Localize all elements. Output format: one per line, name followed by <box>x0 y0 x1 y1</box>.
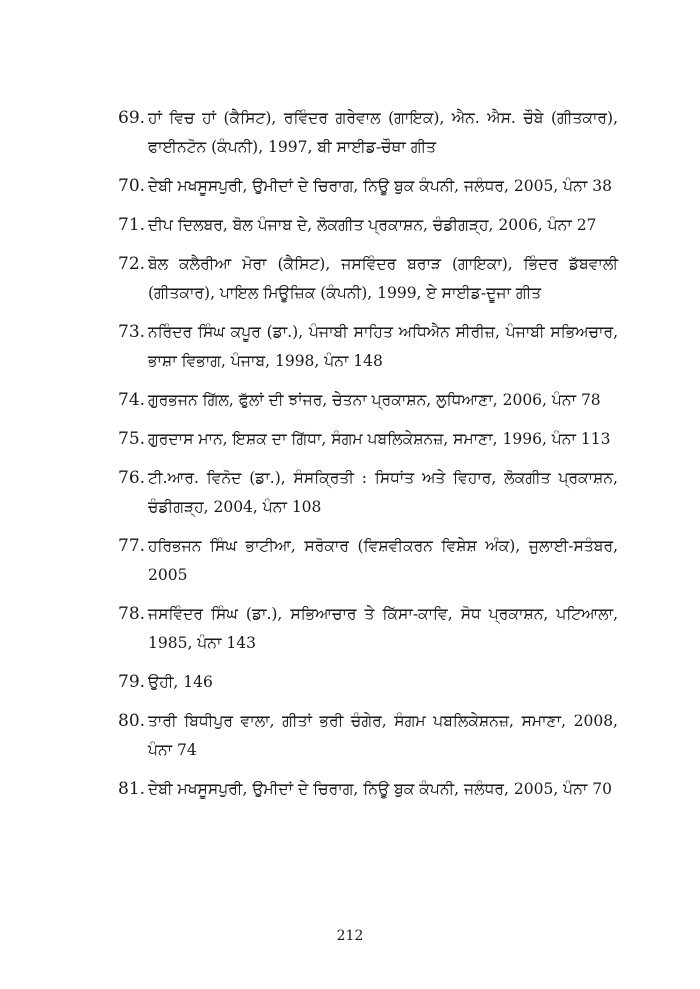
reference-item-77 <box>118 532 618 590</box>
reference-text: ਤਾਰੀ ਬਿਧੀਪੁਰ ਵਾਲਾ, ਗੀਤਾਂ ਭਰੀ ਚੰਗੇਰ, ਸੰਗਮ ਪਬਲਿਕੇਸ਼ਨਜ਼, ਸਮਾਣਾ, 2008, ਪੰਨਾ 74 <box>148 712 618 759</box>
reference-text: ਗੁਰਦਾਸ ਮਾਨ, ਇਸ਼ਕ ਦਾ ਗਿੱਧਾ, ਸੰਗਮ ਪਬਲਿਕੇਸ਼ਨਜ਼, ਸਮਾਣਾ, 1996, ਪੰਨਾ 113 <box>148 430 611 448</box>
reference-text: ਦੇਬੀ ਮਖਸੂਸਪੁਰੀ, ਉਮੀਦਾਂ ਦੇ ਚਿਰਾਗ, ਨਿਊ ਬੁਕ ਕੰਪਨੀ, ਜਲੰਧਰ, 2005, ਪੰਨਾ 70 <box>148 780 612 798</box>
reference-text: ਹਾਂ ਵਿਚ ਹਾਂ (ਕੈਸਿਟ), ਰਵਿੰਦਰ ਗਰੇਵਾਲ (ਗਾਇਕ), ਐਨ. ਐਸ. ਚੌਬੇ (ਗੀਤਕਾਰ), ਫਾਈਨਟੋਨ (ਕੰਪਨੀ), 1997, ਬੀ ਸਾਈਡ-ਚੌਥਾ ਗੀਤ <box>148 109 618 156</box>
reference-number: 81. <box>118 779 146 799</box>
reference-number: 75. <box>118 429 146 449</box>
reference-text: ਹਰਿਭਜਨ ਸਿੰਘ ਭਾਟੀਆ, ਸਰੋਕਾਰ (ਵਿਸ਼ਵੀਕਰਨ ਵਿਸ਼ੇਸ਼ ਅੰਕ), ਜੁਲਾਈ-ਸਤੰਬਰ, 2005 <box>148 537 618 584</box>
reference-item-71 <box>118 211 618 240</box>
reference-number: 71. <box>118 215 146 235</box>
reference-item-75 <box>118 425 618 454</box>
reference-item-79 <box>118 668 618 697</box>
page-number: 212 <box>336 928 364 944</box>
reference-number: 77. <box>118 536 146 556</box>
reference-item-80 <box>118 707 618 765</box>
reference-number: 72. <box>118 254 146 274</box>
reference-text: ਟੀ.ਆਰ. ਵਿਨੋਦ (ਡਾ.), ਸੰਸਕ੍ਰਿਤੀ : ਸਿਧਾਂਤ ਅਤੇ ਵਿਹਾਰ, ਲੋਕਗੀਤ ਪ੍ਰਕਾਸ਼ਨ, ਚੰਡੀਗੜ੍ਹ, 2004, ਪੰਨਾ 108 <box>148 469 618 516</box>
reference-number: 69. <box>118 108 146 128</box>
reference-number: 80. <box>118 711 146 731</box>
reference-number: 70. <box>118 176 146 196</box>
reference-number: 76. <box>118 468 146 488</box>
reference-item-73 <box>118 318 618 376</box>
reference-item-70 <box>118 172 618 201</box>
reference-list <box>118 104 618 814</box>
reference-item-78 <box>118 600 618 658</box>
reference-number: 78. <box>118 604 146 624</box>
reference-item-74 <box>118 386 618 415</box>
reference-number: 73. <box>118 322 146 342</box>
reference-number: 79. <box>118 672 146 692</box>
reference-text: ਨਰਿੰਦਰ ਸਿੰਘ ਕਪੂਰ (ਡਾ.), ਪੰਜਾਬੀ ਸਾਹਿਤ ਅਧਿਐਨ ਸੀਰੀਜ਼, ਪੰਜਾਬੀ ਸਭਿਅਚਾਰ, ਭਾਸ਼ਾ ਵਿਭਾਗ, ਪੰਜਾਬ, 1998, ਪੰਨਾ 148 <box>148 323 618 370</box>
reference-item-69 <box>118 104 618 162</box>
reference-item-72 <box>118 250 618 308</box>
reference-item-81 <box>118 775 618 804</box>
reference-text: ਉਹੀ, 146 <box>148 673 213 691</box>
reference-text: ਦੀਪ ਦਿਲਬਰ, ਬੋਲ ਪੰਜਾਬ ਦੇ, ਲੋਕਗੀਤ ਪ੍ਰਕਾਸ਼ਨ, ਚੰਡੀਗੜ੍ਹ, 2006, ਪੰਨਾ 27 <box>148 216 597 234</box>
reference-text: ਜਸਵਿੰਦਰ ਸਿੰਘ (ਡਾ.), ਸਭਿਆਚਾਰ ਤੇ ਕਿੱਸਾ-ਕਾਵਿ, ਸੋਧ ਪ੍ਰਕਾਸ਼ਨ, ਪਟਿਆਲਾ, 1985, ਪੰਨਾ 143 <box>148 605 618 652</box>
reference-number: 74. <box>118 390 146 410</box>
reference-text: ਬੋਲ ਕਲੈਰੀਆ ਮੋਰਾ (ਕੈਸਿਟ), ਜਸਵਿੰਦਰ ਬਰਾੜ (ਗਾਇਕਾ), ਭਿੰਦਰ ਡੱਬਵਾਲੀ (ਗੀਤਕਾਰ), ਪਾਇਲ ਮਿਊਜ਼ਿਕ (ਕੰਪਨੀ), 1999, ਏ ਸਾਈਡ-ਦੂਜਾ ਗੀਤ <box>148 255 618 302</box>
reference-text: ਗੁਰਭਜਨ ਗਿੱਲ, ਫੁੱਲਾਂ ਦੀ ਝਾਂਜਰ, ਚੇਤਨਾ ਪ੍ਰਕਾਸ਼ਨ, ਲੁਧਿਆਣਾ, 2006, ਪੰਨਾ 78 <box>148 391 601 409</box>
reference-item-76 <box>118 464 618 522</box>
reference-text: ਦੇਬੀ ਮਖਸੂਸਪੁਰੀ, ਉਮੀਦਾਂ ਦੇ ਚਿਰਾਗ, ਨਿਊ ਬੁਕ ਕੰਪਨੀ, ਜਲੰਧਰ, 2005, ਪੰਨਾ 38 <box>148 177 612 195</box>
